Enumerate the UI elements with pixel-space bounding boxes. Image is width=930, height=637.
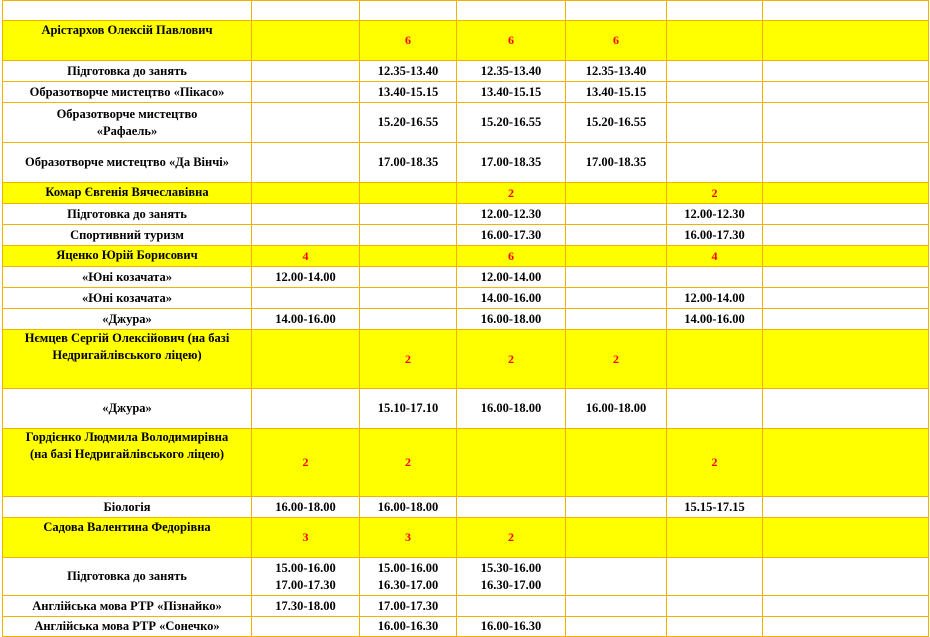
time-cell (360, 225, 457, 246)
hours-count (457, 429, 566, 497)
hours-count: 2 (566, 330, 667, 389)
schedule-table (2, 0, 929, 637)
time-cell (360, 1, 457, 21)
hours-count (360, 183, 457, 204)
hours-count: 4 (667, 246, 763, 267)
time-cell (252, 389, 360, 429)
time-cell (252, 288, 360, 309)
time-cell (566, 288, 667, 309)
time-cell: 16.00-18.00 (566, 389, 667, 429)
teacher-name: Нємцев Сергій Олексійович (на базі Недригайлівського ліцею) (3, 330, 252, 389)
time-cell (667, 61, 763, 82)
time-cell (763, 267, 929, 288)
time-cell (566, 596, 667, 617)
time-cell (360, 288, 457, 309)
time-cell: 15.20-16.55 (566, 103, 667, 143)
hours-count: 6 (457, 21, 566, 61)
hours-count (566, 246, 667, 267)
hours-count (566, 429, 667, 497)
teacher-name: Арістархов Олексій Павлович (3, 21, 252, 61)
time-cell: 16.00-16.30 (457, 617, 566, 637)
time-cell: 16.00-18.00 (457, 389, 566, 429)
time-cell: 15.15-17.15 (667, 497, 763, 518)
time-cell (763, 389, 929, 429)
subject-row (3, 309, 929, 330)
hours-count: 2 (457, 518, 566, 558)
time-cell (252, 82, 360, 103)
time-cell (252, 143, 360, 183)
time-cell: 16.00-16.30 (360, 617, 457, 637)
subject-row (3, 389, 929, 429)
time-cell (763, 596, 929, 617)
time-cell (667, 596, 763, 617)
time-cell (360, 204, 457, 225)
subject-row (3, 267, 929, 288)
time-cell (457, 1, 566, 21)
time-cell: 12.35-13.40 (566, 61, 667, 82)
time-cell: 14.00-16.00 (457, 288, 566, 309)
subject-row (3, 103, 929, 143)
time-cell (566, 1, 667, 21)
time-cell (763, 558, 929, 596)
hours-count: 6 (566, 21, 667, 61)
hours-count (252, 21, 360, 61)
subject-name: Спортивний туризм (3, 225, 252, 246)
time-cell (566, 204, 667, 225)
subject-name: Образотворче мистецтво «Пікасо» (3, 82, 252, 103)
time-cell (566, 617, 667, 637)
hours-count: 6 (360, 21, 457, 61)
time-cell: 17.00-17.30 (360, 596, 457, 617)
teacher-row (3, 330, 929, 389)
time-cell (252, 204, 360, 225)
teacher-name: Яценко Юрій Борисович (3, 246, 252, 267)
time-cell: 17.00-18.35 (360, 143, 457, 183)
teacher-name: Гордієнко Людмила Володимирівна (на базі Недригайлівського ліцею) (3, 429, 252, 497)
time-cell (566, 309, 667, 330)
hours-count: 2 (252, 429, 360, 497)
hours-count (763, 429, 929, 497)
subject-row (3, 61, 929, 82)
time-cell (667, 143, 763, 183)
time-cell (763, 617, 929, 637)
time-cell (566, 225, 667, 246)
subject-name (3, 1, 252, 21)
time-cell (763, 61, 929, 82)
teacher-row (3, 183, 929, 204)
hours-count (252, 330, 360, 389)
time-cell (667, 82, 763, 103)
time-cell: 13.40-15.15 (566, 82, 667, 103)
time-cell (763, 497, 929, 518)
subject-name: «Джура» (3, 389, 252, 429)
hours-count: 3 (360, 518, 457, 558)
subject-name: «Юні козачата» (3, 267, 252, 288)
hours-count: 2 (360, 330, 457, 389)
subject-name: Англійська мова РТР «Пізнайко» (3, 596, 252, 617)
subject-name: Підготовка до занять (3, 204, 252, 225)
time-cell: 17.30-18.00 (252, 596, 360, 617)
hours-count: 4 (252, 246, 360, 267)
subject-name: Біологія (3, 497, 252, 518)
subject-row (3, 596, 929, 617)
time-cell: 12.00-12.30 (667, 204, 763, 225)
teacher-name: Комар Євгенія Вячеславівна (3, 183, 252, 204)
subject-name: «Юні козачата» (3, 288, 252, 309)
time-cell: 16.00-17.30 (457, 225, 566, 246)
time-cell: 12.00-14.00 (252, 267, 360, 288)
subject-name: Образотворче мистецтво «Рафаель» (3, 103, 252, 143)
time-cell (763, 103, 929, 143)
time-cell (763, 204, 929, 225)
teacher-name: Садова Валентина Федорівна (3, 518, 252, 558)
teacher-row (3, 518, 929, 558)
hours-count (763, 330, 929, 389)
time-cell (360, 267, 457, 288)
time-cell (566, 267, 667, 288)
time-cell: 17.00-18.35 (457, 143, 566, 183)
blank-row (3, 1, 929, 21)
subject-row (3, 143, 929, 183)
hours-count (667, 330, 763, 389)
subject-name: «Джура» (3, 309, 252, 330)
time-cell (667, 558, 763, 596)
time-cell (667, 389, 763, 429)
time-cell (360, 309, 457, 330)
time-cell (667, 267, 763, 288)
time-cell (252, 225, 360, 246)
time-cell: 16.00-18.00 (360, 497, 457, 518)
time-cell: 12.00-12.30 (457, 204, 566, 225)
time-cell: 12.00-14.00 (667, 288, 763, 309)
time-cell: 15.20-16.55 (457, 103, 566, 143)
subject-name: Англійська мова РТР «Сонечко» (3, 617, 252, 637)
hours-count (566, 183, 667, 204)
time-cell (763, 82, 929, 103)
subject-row (3, 617, 929, 637)
time-cell: 15.00-16.00 17.00-17.30 (252, 558, 360, 596)
hours-count: 2 (667, 183, 763, 204)
time-cell: 12.00-14.00 (457, 267, 566, 288)
subject-row (3, 82, 929, 103)
hours-count (763, 21, 929, 61)
time-cell: 15.20-16.55 (360, 103, 457, 143)
time-cell: 16.00-17.30 (667, 225, 763, 246)
hours-count (360, 246, 457, 267)
time-cell (457, 596, 566, 617)
subject-name: Підготовка до занять (3, 558, 252, 596)
time-cell: 15.00-16.00 16.30-17.00 (360, 558, 457, 596)
subject-name: Підготовка до занять (3, 61, 252, 82)
hours-count (566, 518, 667, 558)
time-cell (667, 1, 763, 21)
time-cell: 14.00-16.00 (667, 309, 763, 330)
time-cell (763, 288, 929, 309)
time-cell (252, 617, 360, 637)
teacher-row (3, 21, 929, 61)
time-cell (763, 309, 929, 330)
hours-count (667, 518, 763, 558)
hours-count (252, 183, 360, 204)
time-cell: 15.10-17.10 (360, 389, 457, 429)
subject-name: Образотворче мистецтво «Да Вінчі» (3, 143, 252, 183)
time-cell: 12.35-13.40 (360, 61, 457, 82)
time-cell (667, 103, 763, 143)
time-cell (667, 617, 763, 637)
time-cell (566, 497, 667, 518)
hours-count: 2 (360, 429, 457, 497)
time-cell: 17.00-18.35 (566, 143, 667, 183)
time-cell (763, 1, 929, 21)
time-cell (763, 225, 929, 246)
time-cell (763, 143, 929, 183)
hours-count: 3 (252, 518, 360, 558)
hours-count: 2 (457, 330, 566, 389)
hours-count (763, 518, 929, 558)
time-cell (566, 558, 667, 596)
time-cell: 15.30-16.00 16.30-17.00 (457, 558, 566, 596)
schedule-body (3, 1, 929, 637)
hours-count: 6 (457, 246, 566, 267)
hours-count: 2 (457, 183, 566, 204)
teacher-row (3, 429, 929, 497)
time-cell: 12.35-13.40 (457, 61, 566, 82)
subject-row (3, 497, 929, 518)
time-cell: 13.40-15.15 (457, 82, 566, 103)
time-cell (457, 497, 566, 518)
hours-count (667, 21, 763, 61)
time-cell: 16.00-18.00 (457, 309, 566, 330)
teacher-row (3, 246, 929, 267)
time-cell: 16.00-18.00 (252, 497, 360, 518)
subject-row (3, 225, 929, 246)
time-cell (252, 103, 360, 143)
subject-row (3, 288, 929, 309)
time-cell (252, 1, 360, 21)
time-cell: 13.40-15.15 (360, 82, 457, 103)
time-cell: 14.00-16.00 (252, 309, 360, 330)
hours-count (763, 183, 929, 204)
time-cell (252, 61, 360, 82)
subject-row (3, 204, 929, 225)
hours-count (763, 246, 929, 267)
hours-count: 2 (667, 429, 763, 497)
subject-row (3, 558, 929, 596)
